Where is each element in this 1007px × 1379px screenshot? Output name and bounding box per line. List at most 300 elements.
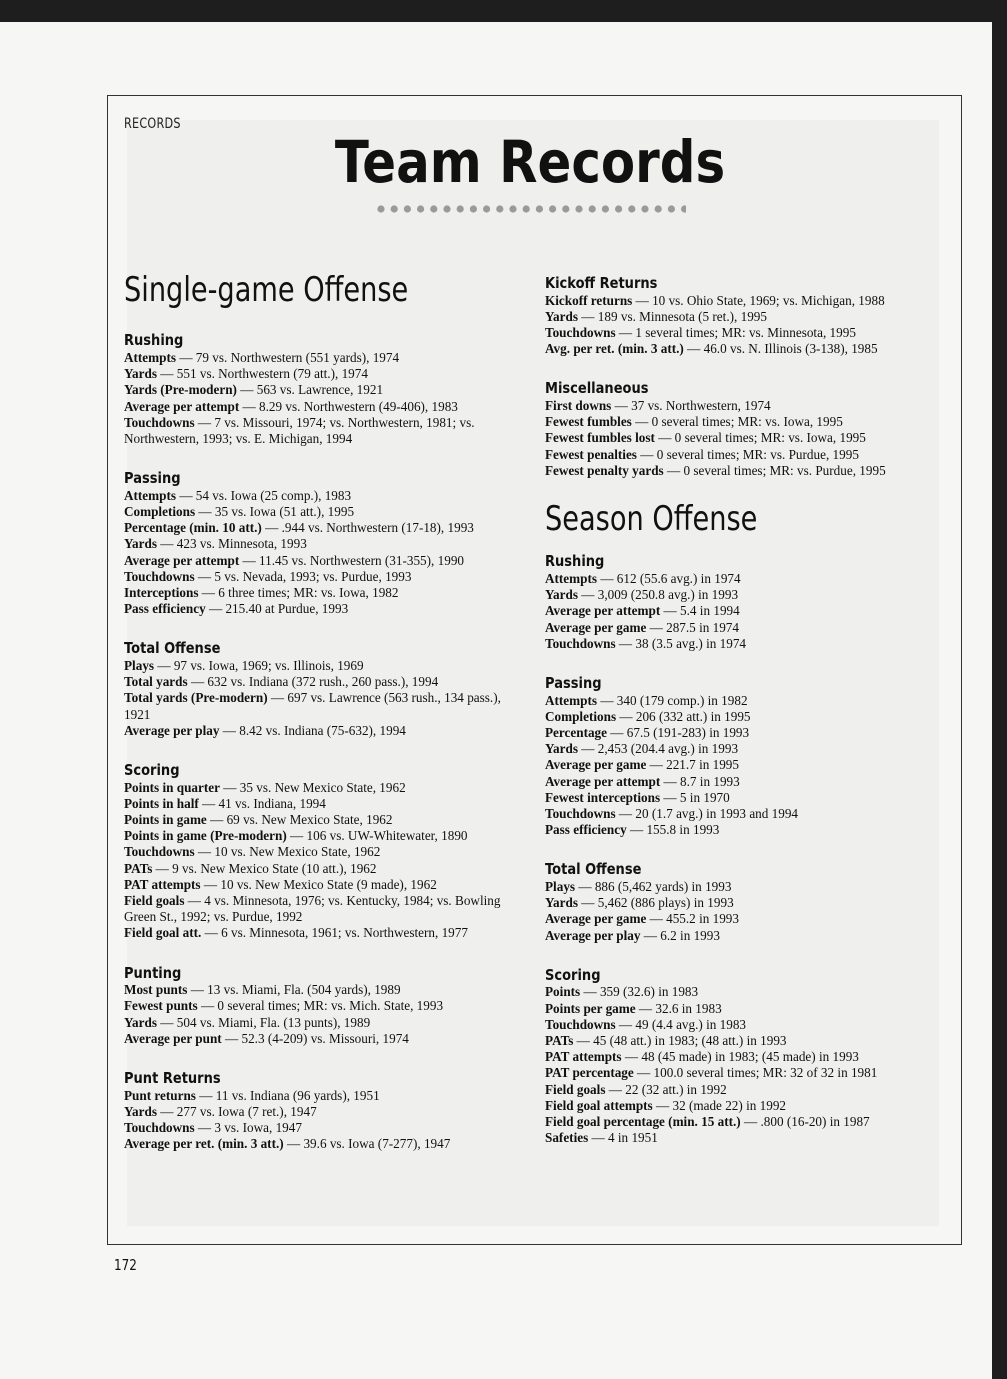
record-label: Average per attempt — [124, 552, 240, 568]
record-line — [124, 893, 524, 925]
record-label: Field goal att. — [124, 925, 202, 941]
category-kickoff-returns — [545, 274, 945, 357]
record-value: 46.0 vs. N. Illinois (3-138), 1985 — [703, 341, 878, 357]
divider-dot — [509, 205, 516, 212]
category-heading: Rushing — [545, 552, 605, 571]
divider-dot — [589, 205, 596, 212]
record-dash: — — [577, 741, 598, 757]
record-dash: — — [201, 925, 222, 941]
record-dash: — — [654, 430, 675, 446]
record-line — [124, 690, 524, 722]
record-label: Fewest penalties — [545, 446, 637, 462]
record-label: Yards — [124, 1014, 157, 1030]
right-categories — [545, 552, 945, 1146]
record-line — [124, 1031, 524, 1047]
record-dash: — — [615, 635, 636, 651]
section-title-season-offense: Season Offense — [545, 499, 758, 540]
record-dash: — — [621, 1049, 642, 1065]
record-dash: — — [156, 366, 177, 382]
record-dash: — — [652, 1097, 673, 1113]
record-value: 551 vs. Northwestern (79 att.), 1974 — [176, 366, 368, 382]
record-dash: — — [607, 725, 627, 741]
divider-dot — [628, 205, 635, 212]
record-dash: — — [219, 722, 240, 738]
record-line — [124, 998, 524, 1014]
category-scoring — [545, 966, 945, 1147]
record-label: Points per game — [545, 1000, 636, 1016]
record-line — [545, 325, 945, 341]
record-line — [124, 350, 524, 366]
record-label: Average per punt — [124, 1030, 222, 1046]
record-line — [545, 1049, 945, 1065]
record-line — [545, 430, 945, 446]
record-dash: — — [156, 536, 177, 552]
record-line — [545, 1114, 945, 1130]
record-label: Percentage — [545, 725, 607, 741]
record-value: 7 vs. Missouri, 1974; vs. Northwestern, 1981; vs. Northwestern, 1993; vs. E. Michigan, 1994 — [124, 414, 475, 446]
record-label: Average per game — [545, 911, 647, 927]
record-dash: — — [198, 585, 219, 601]
record-value: 69 vs. New Mexico State, 1962 — [226, 812, 393, 828]
record-dash: — — [683, 341, 704, 357]
record-label: Yards — [124, 366, 157, 382]
record-label: Safeties — [545, 1130, 589, 1146]
record-line — [545, 1001, 945, 1017]
record-label: Field goals — [545, 1081, 606, 1097]
category-passing — [545, 674, 945, 838]
record-dash: — — [597, 571, 617, 586]
record-line — [124, 585, 524, 601]
record-dash: — — [219, 779, 240, 795]
record-label: PATs — [545, 1033, 574, 1049]
record-dash: — — [194, 1120, 215, 1136]
divider-dot — [615, 205, 622, 212]
record-label: Touchdowns — [124, 414, 195, 430]
record-value: 9 vs. New Mexico State (10 att.), 1962 — [172, 860, 377, 876]
record-label: Field goals — [124, 893, 185, 909]
record-label: Percentage (min. 10 att.) — [124, 520, 262, 536]
record-dash: — — [200, 876, 221, 892]
record-line — [545, 1017, 945, 1033]
record-label: PAT percentage — [545, 1065, 634, 1081]
category-scoring — [124, 761, 524, 942]
record-label: Average per attempt — [124, 398, 240, 414]
running-head: RECORDS — [124, 116, 181, 132]
category-passing — [124, 469, 524, 617]
record-dash: — — [573, 1033, 594, 1049]
record-line — [124, 520, 524, 536]
record-label: PAT attempts — [545, 1049, 622, 1065]
record-value: 37 vs. Northwestern, 1974 — [631, 398, 771, 413]
record-label: Fewest interceptions — [545, 789, 661, 805]
record-value: 10 vs. New Mexico State (9 made), 1962 — [220, 876, 437, 892]
record-value: 5.4 in 1994 — [680, 603, 740, 619]
record-label: Touchdowns — [545, 635, 616, 651]
record-label: Punt returns — [124, 1087, 196, 1103]
record-dash: — — [156, 1014, 177, 1030]
record-dash: — — [597, 692, 617, 708]
record-line — [124, 828, 524, 844]
record-label: Touchdowns — [124, 568, 195, 584]
category-heading: Kickoff Returns — [545, 274, 658, 292]
category-rushing — [545, 552, 945, 652]
record-dash: — — [261, 520, 282, 536]
record-line — [124, 674, 524, 690]
record-label: Plays — [124, 658, 155, 674]
record-line — [545, 928, 945, 944]
record-line — [545, 414, 945, 430]
record-line — [545, 895, 945, 911]
record-value: 32 (made 22) in 1992 — [672, 1097, 787, 1113]
right-column — [545, 274, 945, 1168]
record-value: .944 vs. Northwestern (17-18), 1993 — [281, 520, 474, 536]
record-dash: — — [286, 828, 307, 844]
divider-dot — [496, 205, 503, 212]
record-label: Yards — [124, 536, 157, 552]
record-line — [124, 982, 524, 998]
record-value: 38 (3.5 avg.) in 1974 — [635, 635, 747, 651]
record-value: 0 several times; MR: vs. Mich. State, 1993 — [217, 998, 444, 1014]
record-label: Average per game — [545, 757, 647, 773]
category-heading: Rushing — [124, 331, 184, 350]
record-label: Field goal percentage (min. 15 att.) — [545, 1114, 741, 1130]
record-line — [124, 488, 524, 504]
record-dash: — — [663, 462, 684, 478]
record-dash: — — [640, 927, 661, 943]
category-total-offense — [545, 860, 945, 943]
record-dash: — — [636, 446, 657, 462]
record-line — [124, 812, 524, 828]
record-value: 41 vs. Indiana, 1994 — [218, 795, 326, 811]
record-label: Average per ret. (min. 3 att.) — [124, 1136, 284, 1152]
record-line — [124, 382, 524, 398]
divider-dot — [470, 205, 477, 212]
record-value: 359 (32.6) in 1983 — [599, 984, 699, 1000]
record-value: 6 three times; MR: vs. Iowa, 1982 — [218, 585, 399, 601]
record-label: Touchdowns — [545, 325, 616, 340]
record-line — [124, 877, 524, 893]
record-label: Touchdowns — [545, 806, 616, 822]
divider-dot — [391, 205, 398, 212]
divider-dot — [536, 205, 543, 212]
divider-dot — [443, 205, 450, 212]
record-dash: — — [239, 552, 260, 568]
record-dash: — — [205, 601, 226, 617]
record-value: 32.6 in 1983 — [655, 1000, 722, 1016]
record-line — [124, 925, 524, 941]
record-value: 49 (4.4 avg.) in 1983 — [635, 1016, 747, 1032]
record-label: Completions — [124, 504, 196, 519]
record-line — [124, 504, 524, 520]
record-value: 35 vs. New Mexico State, 1962 — [239, 779, 406, 795]
record-line — [545, 1130, 945, 1146]
category-heading: Scoring — [124, 761, 180, 780]
record-label: Completions — [545, 708, 617, 724]
record-line — [124, 658, 524, 674]
record-label: Attempts — [124, 487, 177, 503]
record-dash: — — [660, 789, 680, 805]
record-value: 3 vs. Iowa, 1947 — [214, 1120, 302, 1136]
record-label: Yards — [545, 587, 578, 603]
record-label: Fewest fumbles lost — [545, 430, 655, 446]
record-line — [545, 774, 945, 790]
record-value: 455.2 in 1993 — [666, 911, 739, 927]
left-categories — [124, 331, 524, 1152]
record-dash: — — [195, 504, 215, 519]
record-dash: — — [187, 982, 208, 998]
record-label: Plays — [545, 879, 576, 895]
record-line — [124, 569, 524, 585]
record-value: 5,462 (886 plays) in 1993 — [597, 895, 734, 911]
record-value: 612 (55.6 avg.) in 1974 — [616, 571, 741, 586]
record-value: 215.40 at Purdue, 1993 — [225, 601, 349, 617]
record-dash: — — [187, 674, 208, 690]
category-miscellaneous — [545, 379, 945, 479]
record-label: Yards (Pre-modern) — [124, 382, 237, 398]
record-line — [545, 603, 945, 619]
record-line — [124, 415, 524, 447]
record-dash: — — [236, 382, 257, 398]
record-line — [545, 587, 945, 603]
record-value: 67.5 (191-283) in 1993 — [626, 725, 750, 741]
record-value: 97 vs. Iowa, 1969; vs. Illinois, 1969 — [173, 658, 364, 674]
record-label: Average per game — [545, 619, 647, 635]
record-label: Points in quarter — [124, 779, 220, 795]
record-value: 206 (332 att.) in 1995 — [635, 708, 751, 724]
divider-dot — [523, 205, 530, 212]
record-dash: — — [635, 1000, 656, 1016]
record-value: 697 vs. Lawrence (563 rush., 134 pass.), 1921 — [124, 690, 501, 722]
record-line — [545, 636, 945, 652]
record-value: 0 several times; MR: vs. Purdue, 1995 — [656, 446, 859, 462]
record-line — [545, 1065, 945, 1081]
record-dash: — — [631, 414, 652, 430]
record-label: PAT attempts — [124, 876, 201, 892]
record-line — [124, 844, 524, 860]
record-value: 6.2 in 1993 — [660, 927, 720, 943]
record-value: 4 in 1951 — [608, 1130, 658, 1146]
record-line — [124, 723, 524, 739]
category-punt-returns — [124, 1069, 524, 1152]
record-value: 22 (32 att.) in 1992 — [625, 1081, 727, 1097]
record-label: First downs — [545, 398, 612, 413]
record-line — [545, 398, 945, 414]
record-line — [124, 1104, 524, 1120]
divider-dot — [668, 205, 675, 212]
record-dash: — — [646, 757, 667, 773]
record-value: 52.3 (4-209) vs. Missouri, 1974 — [241, 1030, 409, 1046]
record-dash: — — [194, 568, 215, 584]
record-label: Fewest fumbles — [545, 414, 632, 430]
record-dash: — — [660, 603, 681, 619]
record-value: 287.5 in 1974 — [666, 619, 739, 635]
record-label: Average per play — [545, 927, 641, 943]
record-dash: — — [740, 1114, 761, 1130]
record-dash: — — [154, 658, 174, 674]
record-line — [124, 1088, 524, 1104]
record-label: Fewest punts — [124, 998, 198, 1014]
category-heading: Scoring — [545, 965, 601, 984]
record-dash: — — [575, 879, 595, 895]
record-value: 106 vs. UW-Whitewater, 1890 — [306, 828, 468, 844]
record-value: 13 vs. Miami, Fla. (504 yards), 1989 — [207, 982, 401, 998]
category-rushing — [124, 331, 524, 447]
category-heading: Passing — [124, 469, 181, 488]
record-line — [545, 1098, 945, 1114]
record-value: 423 vs. Minnesota, 1993 — [176, 536, 307, 552]
record-value: 0 several times; MR: vs. Iowa, 1995 — [651, 414, 843, 430]
record-value: 0 several times; MR: vs. Iowa, 1995 — [674, 430, 866, 446]
record-line — [124, 536, 524, 552]
record-line — [124, 553, 524, 569]
record-label: Pass efficiency — [124, 601, 206, 617]
record-line — [545, 709, 945, 725]
record-line — [545, 620, 945, 636]
record-label: Attempts — [545, 692, 598, 708]
record-label: Touchdowns — [545, 1016, 616, 1032]
record-dash: — — [626, 822, 647, 838]
record-dash: — — [580, 984, 600, 1000]
record-value: 1 several times; MR: vs. Minnesota, 1995 — [635, 325, 856, 340]
category-punting — [124, 964, 524, 1047]
divider-dot — [549, 205, 556, 212]
record-line — [545, 790, 945, 806]
record-dash: — — [633, 1065, 654, 1081]
divider-dot — [575, 205, 582, 212]
record-line — [545, 341, 945, 357]
page-title: Team Records — [334, 128, 726, 196]
category-total-offense — [124, 639, 524, 739]
title-dot-divider — [376, 203, 686, 215]
record-value: 8.29 vs. Northwestern (49-406), 1983 — [259, 398, 458, 414]
divider-dot — [430, 205, 437, 212]
record-label: Average per play — [124, 722, 220, 738]
record-line — [545, 309, 945, 325]
record-label: Touchdowns — [124, 844, 195, 860]
record-line — [545, 725, 945, 741]
record-dash: — — [195, 1087, 216, 1103]
record-label: Yards — [124, 1103, 157, 1119]
record-line — [124, 1136, 524, 1152]
divider-dot — [417, 205, 424, 212]
record-label: Attempts — [124, 349, 177, 365]
record-value: 8.42 vs. Indiana (75-632), 1994 — [239, 722, 406, 738]
record-value: 2,453 (204.4 avg.) in 1993 — [597, 741, 739, 757]
record-dash: — — [194, 414, 215, 430]
record-dash: — — [577, 308, 598, 324]
record-dash: — — [646, 619, 667, 635]
record-label: Most punts — [124, 982, 188, 998]
record-line — [545, 1033, 945, 1049]
record-dash: — — [611, 398, 632, 413]
record-line — [545, 879, 945, 895]
record-line — [124, 601, 524, 617]
record-value: 11.45 vs. Northwestern (31-355), 1990 — [259, 552, 465, 568]
record-label: Interceptions — [124, 585, 199, 601]
record-dash: — — [577, 895, 598, 911]
record-line — [545, 693, 945, 709]
record-dash: — — [660, 773, 681, 789]
record-line — [545, 984, 945, 1000]
record-value: 79 vs. Northwestern (551 yards), 1974 — [195, 349, 400, 365]
record-dash: — — [605, 1081, 626, 1097]
record-line — [545, 571, 945, 587]
record-label: Pass efficiency — [545, 822, 627, 838]
record-dash: — — [632, 292, 653, 308]
record-value: 5 vs. Nevada, 1993; vs. Purdue, 1993 — [214, 568, 412, 584]
record-dash: — — [152, 860, 173, 876]
record-value: 221.7 in 1995 — [666, 757, 739, 773]
record-value: 39.6 vs. Iowa (7-277), 1947 — [303, 1136, 451, 1152]
record-line — [545, 1082, 945, 1098]
record-value: 632 vs. Indiana (372 rush., 260 pass.), 1994 — [207, 674, 439, 690]
record-label: Points in half — [124, 795, 199, 811]
record-label: PATs — [124, 860, 153, 876]
record-label: Avg. per ret. (min. 3 att.) — [545, 341, 684, 357]
record-line — [124, 1120, 524, 1136]
record-label: Points in game — [124, 812, 207, 828]
category-heading: Total Offense — [124, 639, 221, 658]
record-dash: — — [615, 1016, 636, 1032]
record-dash: — — [156, 1103, 177, 1119]
record-label: Average per attempt — [545, 773, 661, 789]
record-value: 11 vs. Indiana (96 yards), 1951 — [215, 1087, 380, 1103]
record-label: Total yards (Pre-modern) — [124, 690, 268, 706]
record-line — [545, 911, 945, 927]
record-dash: — — [239, 398, 260, 414]
record-label: Average per attempt — [545, 603, 661, 619]
record-value: 886 (5,462 yards) in 1993 — [594, 879, 732, 895]
record-label: Yards — [545, 741, 578, 757]
record-dash: — — [577, 587, 598, 603]
record-line — [124, 780, 524, 796]
record-line — [545, 447, 945, 463]
record-dash: — — [588, 1130, 608, 1146]
record-line — [545, 741, 945, 757]
record-label: Yards — [545, 308, 578, 324]
category-heading: Passing — [545, 674, 602, 693]
record-dash: — — [221, 1030, 242, 1046]
record-value: .800 (16-20) in 1987 — [760, 1114, 870, 1130]
left-column — [124, 272, 524, 1174]
record-value: 340 (179 comp.) in 1982 — [616, 692, 748, 708]
record-dash: — — [616, 708, 636, 724]
record-dash: — — [198, 795, 219, 811]
divider-dot — [457, 205, 464, 212]
record-dash: — — [206, 812, 227, 828]
record-dash: — — [194, 844, 215, 860]
record-value: 155.8 in 1993 — [646, 822, 720, 838]
record-value: 6 vs. Minnesota, 1961; vs. Northwestern, 1977 — [221, 925, 468, 941]
record-dash: — — [615, 806, 636, 822]
record-label: Field goal attempts — [545, 1097, 653, 1113]
record-value: 20 (1.7 avg.) in 1993 and 1994 — [635, 806, 799, 822]
divider-dot — [562, 205, 569, 212]
record-line — [124, 399, 524, 415]
record-value: 54 vs. Iowa (25 comp.), 1983 — [195, 487, 352, 503]
record-value: 5 in 1970 — [679, 789, 730, 805]
record-value: 100.0 several times; MR: 32 of 32 in 1981 — [653, 1065, 878, 1081]
record-label: Points — [545, 984, 581, 1000]
record-line — [545, 293, 945, 309]
record-dash: — — [197, 998, 218, 1014]
record-value: 3,009 (250.8 avg.) in 1993 — [597, 587, 739, 603]
divider-dot — [483, 205, 490, 212]
record-dash: — — [283, 1136, 304, 1152]
category-heading: Miscellaneous — [545, 379, 649, 398]
right-top-categories — [545, 274, 945, 479]
record-label: Kickoff returns — [545, 292, 633, 308]
